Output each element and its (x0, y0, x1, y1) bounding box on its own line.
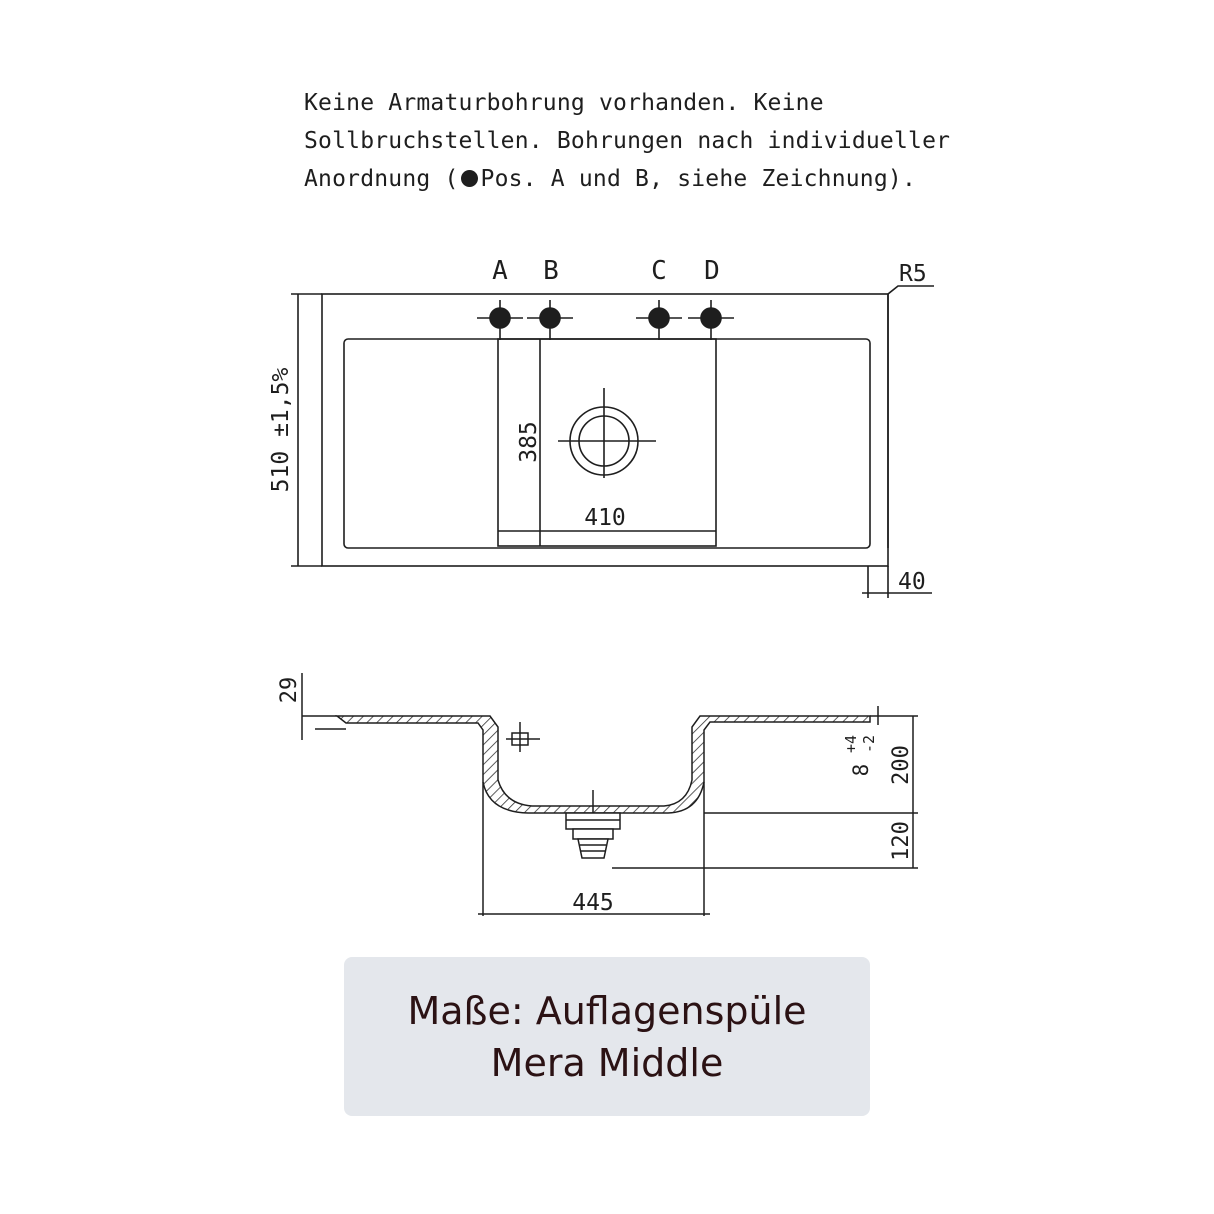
radius-label: R5 (899, 261, 927, 287)
rim-width-label: 40 (898, 569, 926, 595)
hole-a (477, 300, 523, 340)
note-line-2: Sollbruchstellen. Bohrungen nach individueller (304, 128, 951, 154)
drain-height-label: 120 (889, 821, 914, 861)
tolerance-plus: +4 (842, 734, 860, 754)
rim-height-label: 29 (277, 676, 302, 704)
drain-body (566, 813, 620, 829)
caption-box (344, 957, 870, 1116)
bottom-width-label: 445 (572, 890, 614, 916)
height-dimension-label: 510 ±1,5% (268, 367, 294, 493)
hole-label-d: D (704, 256, 720, 286)
note-line-1: Keine Armaturbohrung vorhanden. Keine (304, 90, 824, 116)
bowl-width-label: 410 (584, 505, 626, 531)
tap-holes (477, 300, 734, 340)
hole-d (688, 300, 734, 340)
hole-b (527, 300, 573, 340)
note-line-3-end: Pos. A und B, siehe Zeichnung). (480, 166, 916, 192)
depth-dimension-label: 200 (889, 745, 914, 785)
caption-title: Maße: Auflagenspüle (407, 988, 807, 1033)
hole-label-c: C (651, 256, 667, 286)
hole-label-a: A (492, 256, 508, 286)
tolerance-value: 8 (849, 763, 873, 777)
side-view (302, 673, 918, 916)
tolerance-minus: -2 (860, 734, 878, 754)
note-line-3-start: Anordnung ( (304, 166, 459, 192)
hole-c (636, 300, 682, 340)
hole-label-b: B (543, 256, 559, 286)
caption-product-name: Mera Middle (490, 1040, 724, 1085)
bowl-depth-label: 385 (516, 421, 542, 463)
sink-cross-section (337, 716, 870, 813)
top-view (291, 286, 934, 598)
